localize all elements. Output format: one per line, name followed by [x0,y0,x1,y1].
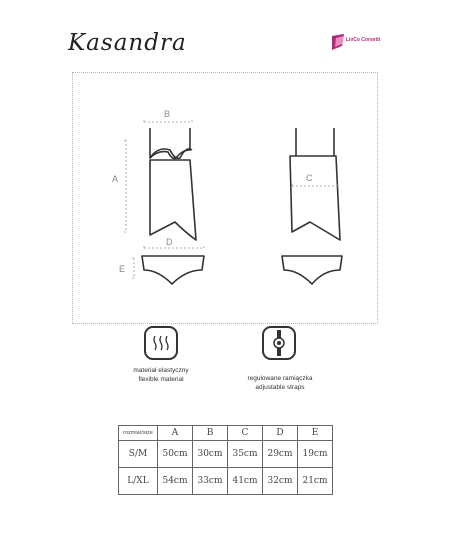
value-cell: 32cm [263,468,298,495]
value-cell: 35cm [228,441,263,468]
flexible-material-caption: materiał elastyczny flexible material [133,367,189,383]
product-title: Kasandra [68,30,187,56]
header-size: rozmiar/size [119,426,158,441]
table-row [119,441,333,468]
dimension-c-line [292,184,338,188]
chemise-back [290,128,340,240]
header-a: A [158,426,193,441]
value-cell: 19cm [298,441,333,468]
dimension-b-line [144,120,192,124]
size-table-header [119,426,333,441]
value-cell: 21cm [298,468,333,495]
header-b: B [193,426,228,441]
value-cell: 41cm [228,468,263,495]
value-cell: 54cm [158,468,193,495]
size-cell: L/XL [119,468,158,495]
value-cell: 30cm [193,441,228,468]
dimension-a-label: A [112,174,119,184]
value-cell: 50cm [158,441,193,468]
panties-front [142,256,204,284]
table-row [119,468,333,495]
dimension-d-line [144,246,204,250]
value-cell: 33cm [193,468,228,495]
panties-back [282,256,342,284]
size-cell: S/M [119,441,158,468]
dimension-e-line [132,258,136,278]
header-d: D [263,426,298,441]
dimension-c-label: C [306,173,313,183]
dimension-e-label: E [119,264,126,274]
dimension-a-line [124,140,128,232]
dimension-b-label: B [164,109,171,119]
flexible-material-icon [144,326,178,360]
brand-logo-text: LivCo Corsetti [346,37,381,43]
adjustable-straps-icon [262,326,296,360]
size-table [118,425,333,495]
header-c: C [228,426,263,441]
dimension-d-label: D [166,237,173,247]
adjustable-straps-caption: regulowane ramiączka adjustable straps [247,375,313,391]
header-e: E [298,426,333,441]
chemise-front [150,128,196,240]
value-cell: 29cm [263,441,298,468]
